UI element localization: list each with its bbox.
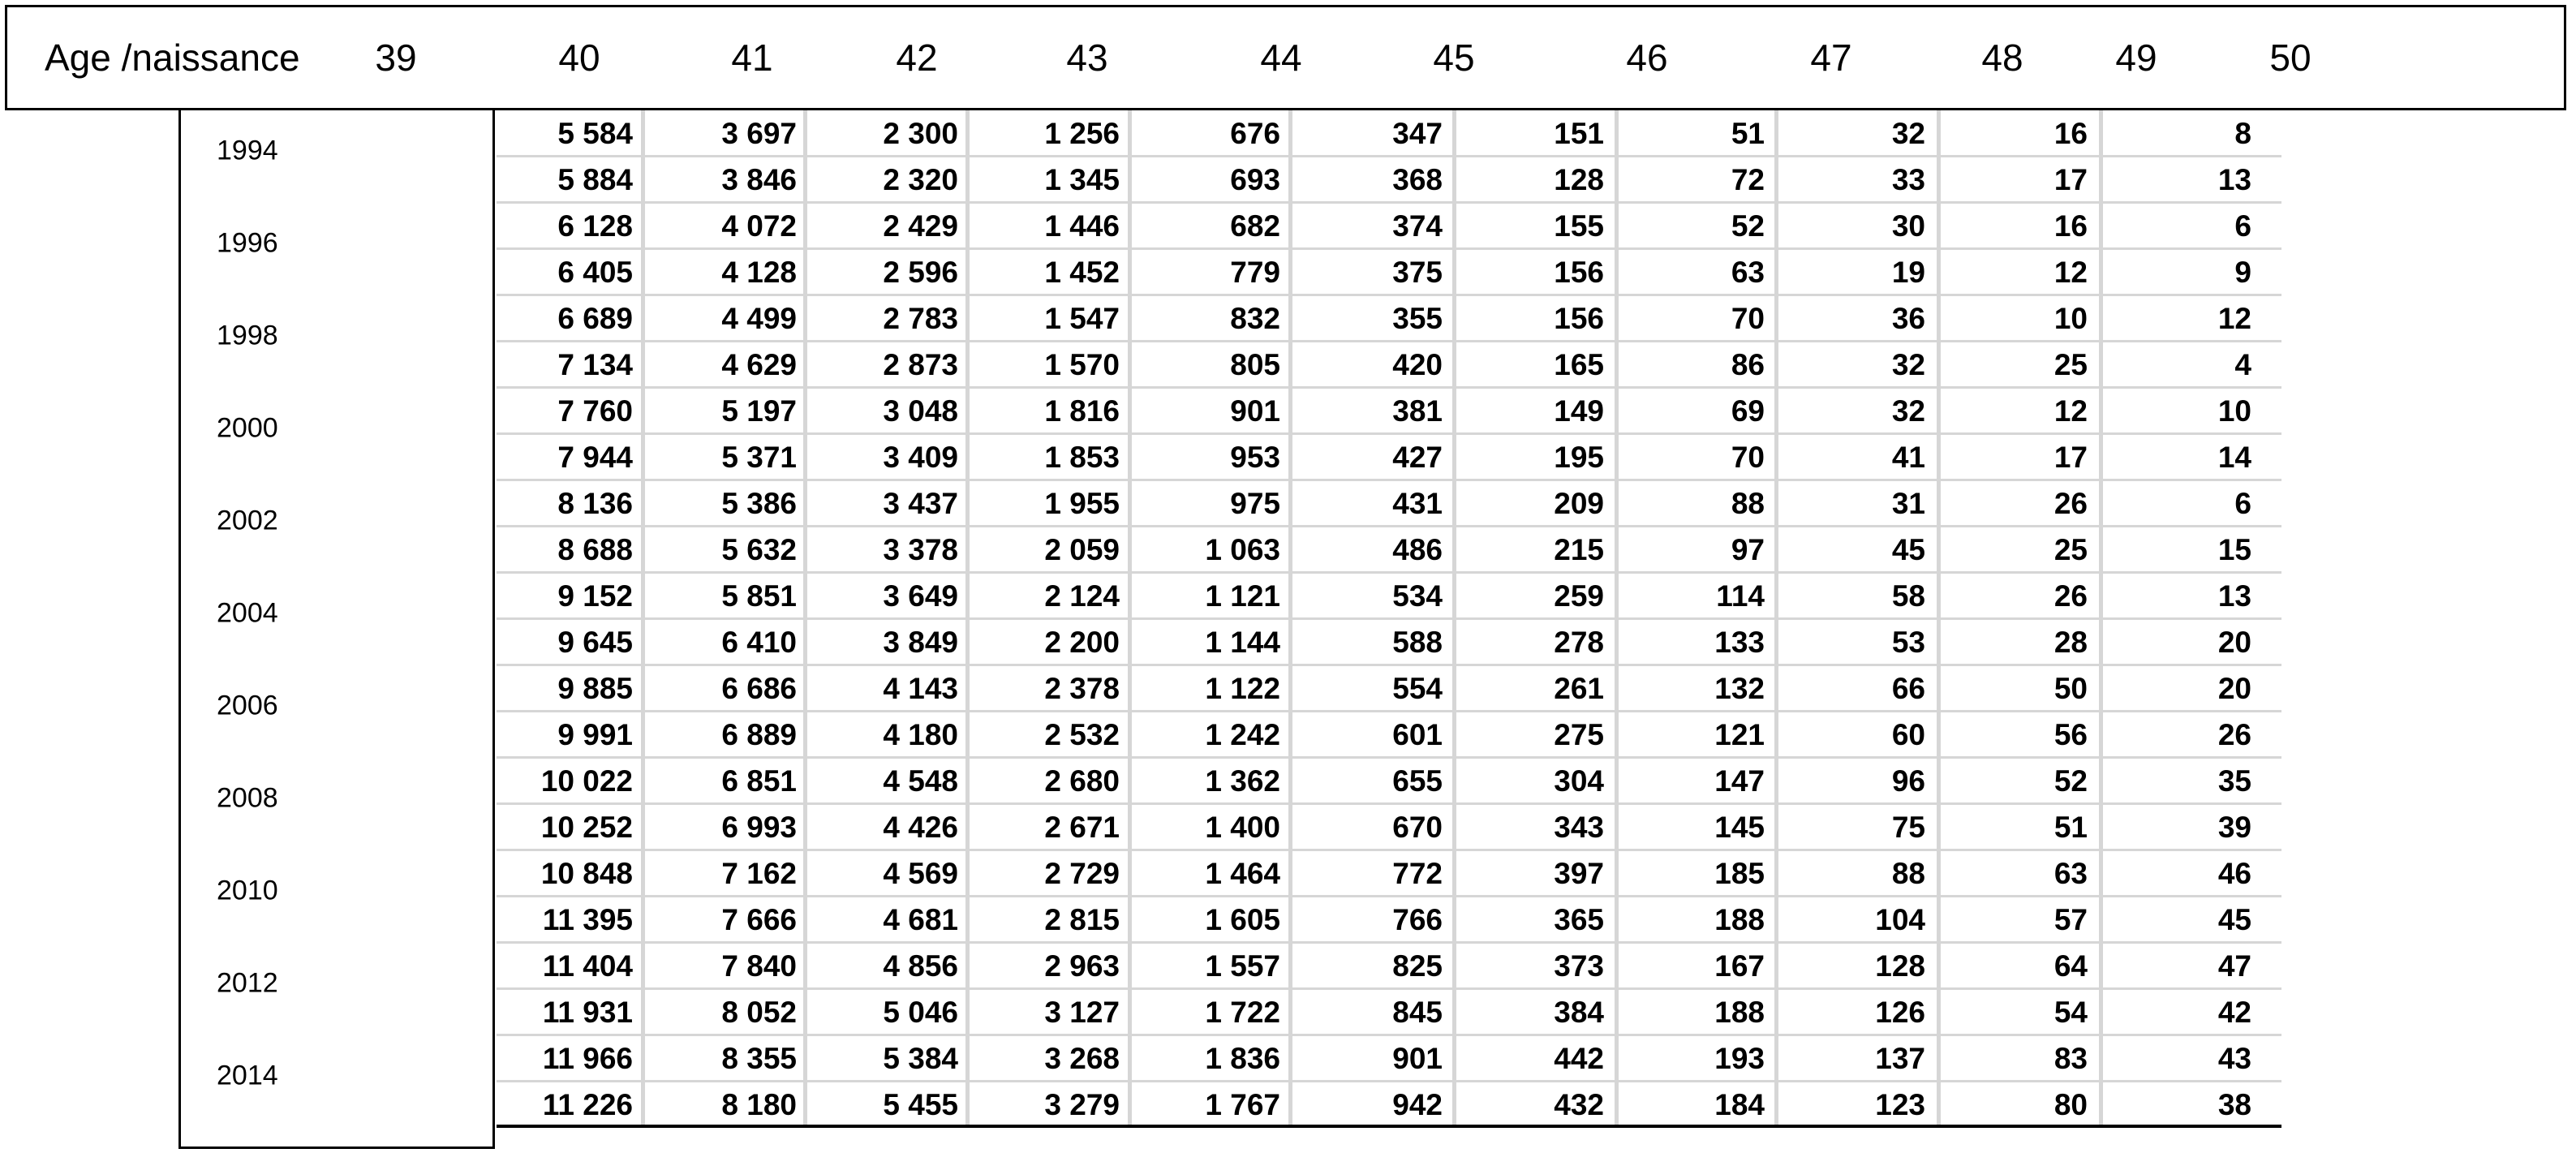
table-cell: 9 152 xyxy=(557,579,633,613)
table-cell: 368 xyxy=(1392,163,1443,196)
table-cell: 601 xyxy=(1392,718,1443,751)
table-cell: 8 136 xyxy=(557,487,633,520)
table-cell: 805 xyxy=(1230,348,1280,381)
table-cell: 772 xyxy=(1392,857,1443,890)
table-cell: 6 689 xyxy=(557,302,633,335)
table-cell: 11 931 xyxy=(542,996,633,1029)
table-row xyxy=(497,157,2281,203)
year-label-1996: 1996 xyxy=(217,227,278,259)
table-row xyxy=(497,850,2281,897)
table-cell: 63 xyxy=(1731,256,1765,289)
age-header-45: 45 xyxy=(1433,37,1475,79)
table-row xyxy=(497,434,2281,480)
table-cell: 10 022 xyxy=(540,764,633,798)
table-cell: 88 xyxy=(1891,857,1925,890)
table-cell: 1 570 xyxy=(1044,348,1120,381)
year-label-2012: 2012 xyxy=(217,967,278,999)
table-cell: 7 666 xyxy=(721,903,797,936)
table-cell: 347 xyxy=(1392,117,1443,150)
table-cell: 56 xyxy=(2053,718,2088,751)
table-cell: 12 xyxy=(2053,256,2088,289)
table-cell: 50 xyxy=(2053,672,2088,705)
table-cell: 4 681 xyxy=(883,903,958,936)
table-cell: 8 052 xyxy=(721,996,797,1029)
table-cell: 1 605 xyxy=(1205,903,1280,936)
table-cell: 6 xyxy=(2234,209,2251,243)
table-cell: 188 xyxy=(1714,903,1765,936)
table-cell: 52 xyxy=(1731,209,1765,243)
table-cell: 58 xyxy=(1891,579,1925,613)
year-label-1994: 1994 xyxy=(217,135,278,166)
table-cell: 2 963 xyxy=(1044,949,1120,983)
table-cell: 832 xyxy=(1230,302,1280,335)
table-cell: 9 xyxy=(2234,256,2251,289)
table-cell: 901 xyxy=(1230,394,1280,428)
table-cell: 12 xyxy=(2217,302,2251,335)
table-cell: 5 384 xyxy=(883,1042,958,1075)
table-cell: 6 405 xyxy=(557,256,633,289)
table-cell: 25 xyxy=(2053,348,2088,381)
table-cell: 2 783 xyxy=(883,302,958,335)
table-cell: 5 884 xyxy=(557,163,633,196)
table-cell: 2 059 xyxy=(1044,533,1120,566)
table-cell: 133 xyxy=(1714,626,1765,659)
table-cell: 2 873 xyxy=(883,348,958,381)
table-cell: 128 xyxy=(1875,949,1925,983)
table-cell: 14 xyxy=(2217,441,2251,474)
table-cell: 7 760 xyxy=(557,394,633,428)
table-cell: 26 xyxy=(2053,579,2088,613)
table-cell: 32 xyxy=(1891,117,1925,150)
table-cell: 9 645 xyxy=(557,626,633,659)
table-cell: 1 242 xyxy=(1205,718,1280,751)
table-cell: 3 409 xyxy=(883,441,958,474)
year-label-2004: 2004 xyxy=(217,597,278,629)
table-cell: 1 547 xyxy=(1044,302,1120,335)
table-cell: 942 xyxy=(1392,1088,1443,1121)
table-cell: 167 xyxy=(1714,949,1765,983)
table-cell: 4 180 xyxy=(883,718,958,751)
table-cell: 427 xyxy=(1392,441,1443,474)
table-cell: 6 686 xyxy=(721,672,797,705)
table-cell: 6 410 xyxy=(721,626,797,659)
table-cell: 12 xyxy=(2053,394,2088,428)
table-row xyxy=(497,897,2281,943)
table-cell: 38 xyxy=(2217,1088,2251,1121)
table-cell: 15 xyxy=(2217,533,2251,566)
table-cell: 2 729 xyxy=(1044,857,1120,890)
table-cell: 3 849 xyxy=(883,626,958,659)
table-cell: 5 632 xyxy=(721,533,797,566)
table-cell: 51 xyxy=(2053,811,2088,844)
table-cell: 8 xyxy=(2234,117,2251,150)
table-cell: 20 xyxy=(2217,626,2251,659)
table-cell: 6 128 xyxy=(557,209,633,243)
table-cell: 2 532 xyxy=(1044,718,1120,751)
table-cell: 46 xyxy=(2217,857,2251,890)
table-cell: 4 xyxy=(2234,348,2251,381)
table-cell: 57 xyxy=(2053,903,2088,936)
table-cell: 42 xyxy=(2217,996,2251,1029)
table-cell: 215 xyxy=(1554,533,1604,566)
age-header-41: 41 xyxy=(731,37,773,79)
table-cell: 3 649 xyxy=(883,579,958,613)
table-cell: 693 xyxy=(1230,163,1280,196)
table-row xyxy=(497,712,2281,758)
table-cell: 5 046 xyxy=(883,996,958,1029)
age-header-40: 40 xyxy=(558,37,600,79)
table-cell: 3 697 xyxy=(721,117,797,150)
table-cell: 975 xyxy=(1230,487,1280,520)
table-cell: 41 xyxy=(1891,441,1925,474)
table-cell: 6 xyxy=(2234,487,2251,520)
table-cell: 845 xyxy=(1392,996,1443,1029)
table-cell: 1 256 xyxy=(1044,117,1120,150)
table-cell: 6 851 xyxy=(721,764,797,798)
table-cell: 19 xyxy=(1891,256,1925,289)
table-cell: 63 xyxy=(2053,857,2088,890)
table-cell: 137 xyxy=(1875,1042,1925,1075)
table-cell: 373 xyxy=(1554,949,1604,983)
table-row xyxy=(497,249,2281,295)
table-cell: 53 xyxy=(1891,626,1925,659)
table-cell: 1 122 xyxy=(1205,672,1280,705)
table-cell: 2 124 xyxy=(1044,579,1120,613)
year-label-2010: 2010 xyxy=(217,875,278,906)
table-cell: 96 xyxy=(1891,764,1925,798)
table-cell: 3 127 xyxy=(1044,996,1120,1029)
table-cell: 676 xyxy=(1230,117,1280,150)
table-row xyxy=(497,388,2281,434)
table-cell: 275 xyxy=(1554,718,1604,751)
table-cell: 432 xyxy=(1554,1088,1604,1121)
table-cell: 1 557 xyxy=(1205,949,1280,983)
table-row xyxy=(497,1035,2281,1082)
table-cell: 343 xyxy=(1554,811,1604,844)
table-row xyxy=(497,665,2281,712)
table-cell: 2 671 xyxy=(1044,811,1120,844)
table-cell: 2 300 xyxy=(883,117,958,150)
table-row xyxy=(497,110,2281,157)
table-cell: 13 xyxy=(2217,163,2251,196)
table-cell: 60 xyxy=(1891,718,1925,751)
table-cell: 682 xyxy=(1230,209,1280,243)
table-cell: 156 xyxy=(1554,302,1604,335)
table-cell: 26 xyxy=(2217,718,2251,751)
table-cell: 1 446 xyxy=(1044,209,1120,243)
age-header-39: 39 xyxy=(375,37,417,79)
table-cell: 4 499 xyxy=(721,302,797,335)
year-label-2006: 2006 xyxy=(217,690,278,721)
table-cell: 1 816 xyxy=(1044,394,1120,428)
table-row xyxy=(497,804,2281,850)
table-cell: 7 944 xyxy=(557,441,633,474)
table-cell: 16 xyxy=(2053,209,2088,243)
header-title: Age /naissance xyxy=(45,37,300,79)
table-cell: 2 429 xyxy=(883,209,958,243)
table-cell: 825 xyxy=(1392,949,1443,983)
table-cell: 51 xyxy=(1731,117,1765,150)
table-cell: 43 xyxy=(2217,1042,2251,1075)
table-cell: 88 xyxy=(1731,487,1765,520)
table-cell: 126 xyxy=(1875,996,1925,1029)
table-cell: 2 320 xyxy=(883,163,958,196)
table-cell: 36 xyxy=(1891,302,1925,335)
table-row xyxy=(497,480,2281,527)
table-cell: 588 xyxy=(1392,626,1443,659)
year-label-2000: 2000 xyxy=(217,412,278,444)
table-cell: 1 767 xyxy=(1205,1088,1280,1121)
table-cell: 45 xyxy=(2217,903,2251,936)
table-cell: 2 200 xyxy=(1044,626,1120,659)
table-cell: 155 xyxy=(1554,209,1604,243)
table-cell: 195 xyxy=(1554,441,1604,474)
table-cell: 97 xyxy=(1731,533,1765,566)
table-cell: 4 128 xyxy=(721,256,797,289)
table-cell: 11 395 xyxy=(542,903,633,936)
table-cell: 5 197 xyxy=(721,394,797,428)
age-header-50: 50 xyxy=(2269,37,2312,79)
table-cell: 35 xyxy=(2217,764,2251,798)
table-cell: 188 xyxy=(1714,996,1765,1029)
table-cell: 32 xyxy=(1891,394,1925,428)
table-cell: 1 144 xyxy=(1205,626,1280,659)
table-cell: 70 xyxy=(1731,441,1765,474)
table-cell: 69 xyxy=(1731,394,1765,428)
table-cell: 10 xyxy=(2053,302,2088,335)
table-cell: 766 xyxy=(1392,903,1443,936)
table-cell: 442 xyxy=(1554,1042,1604,1075)
table-cell: 1 722 xyxy=(1205,996,1280,1029)
table-cell: 355 xyxy=(1392,302,1443,335)
table-cell: 365 xyxy=(1554,903,1604,936)
table-cell: 54 xyxy=(2053,996,2088,1029)
age-header-46: 46 xyxy=(1626,37,1668,79)
table-cell: 80 xyxy=(2053,1088,2088,1121)
table-cell: 31 xyxy=(1891,487,1925,520)
table-cell: 1 464 xyxy=(1205,857,1280,890)
table-cell: 2 680 xyxy=(1044,764,1120,798)
table-cell: 26 xyxy=(2053,487,2088,520)
table-cell: 86 xyxy=(1731,348,1765,381)
year-label-2008: 2008 xyxy=(217,782,278,814)
table-cell: 11 404 xyxy=(542,949,633,983)
table-cell: 83 xyxy=(2053,1042,2088,1075)
table-cell: 8 180 xyxy=(721,1088,797,1121)
table-cell: 381 xyxy=(1392,394,1443,428)
table-row xyxy=(497,573,2281,619)
table-cell: 1 345 xyxy=(1044,163,1120,196)
table-cell: 209 xyxy=(1554,487,1604,520)
table-cell: 10 848 xyxy=(540,857,633,890)
table-cell: 147 xyxy=(1714,764,1765,798)
table-row xyxy=(497,943,2281,989)
table-cell: 8 355 xyxy=(721,1042,797,1075)
table-row xyxy=(497,989,2281,1035)
table-cell: 3 846 xyxy=(721,163,797,196)
table-cell: 193 xyxy=(1714,1042,1765,1075)
table-cell: 16 xyxy=(2053,117,2088,150)
table-cell: 3 279 xyxy=(1044,1088,1120,1121)
table-cell: 670 xyxy=(1392,811,1443,844)
table-cell: 2 815 xyxy=(1044,903,1120,936)
table-cell: 47 xyxy=(2217,949,2251,983)
table-cell: 5 386 xyxy=(721,487,797,520)
table-cell: 554 xyxy=(1392,672,1443,705)
table-cell: 3 268 xyxy=(1044,1042,1120,1075)
table-cell: 1 121 xyxy=(1205,579,1280,613)
table-cell: 8 688 xyxy=(557,533,633,566)
table-cell: 17 xyxy=(2053,441,2088,474)
table-header xyxy=(5,5,2566,110)
table-cell: 4 569 xyxy=(883,857,958,890)
table-cell: 104 xyxy=(1875,903,1925,936)
table-cell: 165 xyxy=(1554,348,1604,381)
table-cell: 121 xyxy=(1714,718,1765,751)
age-header-47: 47 xyxy=(1810,37,1852,79)
table-cell: 185 xyxy=(1714,857,1765,890)
table-cell: 1 063 xyxy=(1205,533,1280,566)
table-cell: 2 596 xyxy=(883,256,958,289)
table-cell: 75 xyxy=(1891,811,1925,844)
table-cell: 39 xyxy=(2217,811,2251,844)
table-cell: 20 xyxy=(2217,672,2251,705)
table-cell: 123 xyxy=(1875,1088,1925,1121)
table-cell: 17 xyxy=(2053,163,2088,196)
table-cell: 1 362 xyxy=(1205,764,1280,798)
table-cell: 13 xyxy=(2217,579,2251,613)
table-row xyxy=(497,342,2281,388)
table-cell: 9 885 xyxy=(557,672,633,705)
year-label-2002: 2002 xyxy=(217,505,278,536)
table-cell: 5 455 xyxy=(883,1088,958,1121)
year-label-1998: 1998 xyxy=(217,320,278,351)
table-cell: 5 584 xyxy=(557,117,633,150)
table-cell: 7 840 xyxy=(721,949,797,983)
table-row xyxy=(497,758,2281,804)
table-cell: 4 629 xyxy=(721,348,797,381)
table-cell: 3 378 xyxy=(883,533,958,566)
table-cell: 149 xyxy=(1554,394,1604,428)
table-cell: 7 134 xyxy=(557,348,633,381)
age-header-49: 49 xyxy=(2115,37,2157,79)
table-cell: 66 xyxy=(1891,672,1925,705)
table-cell: 10 252 xyxy=(540,811,633,844)
table-cell: 901 xyxy=(1392,1042,1443,1075)
table-cell: 10 xyxy=(2217,394,2251,428)
table-row xyxy=(497,203,2281,249)
table-cell: 384 xyxy=(1554,996,1604,1029)
table-cell: 4 143 xyxy=(883,672,958,705)
table-cell: 397 xyxy=(1554,857,1604,890)
table-cell: 304 xyxy=(1554,764,1604,798)
table-cell: 52 xyxy=(2053,764,2088,798)
table-cell: 420 xyxy=(1392,348,1443,381)
birth-year-column xyxy=(178,110,495,1149)
table-cell: 128 xyxy=(1554,163,1604,196)
table-cell: 4 856 xyxy=(883,949,958,983)
table-cell: 145 xyxy=(1714,811,1765,844)
table-row xyxy=(497,527,2281,573)
table-cell: 7 162 xyxy=(721,857,797,890)
table-cell: 3 437 xyxy=(883,487,958,520)
table-cell: 132 xyxy=(1714,672,1765,705)
table-cell: 278 xyxy=(1554,626,1604,659)
table-cell: 1 955 xyxy=(1044,487,1120,520)
table-cell: 11 226 xyxy=(542,1088,633,1121)
table-cell: 114 xyxy=(1716,579,1765,613)
table-cell: 1 836 xyxy=(1205,1042,1280,1075)
table-cell: 32 xyxy=(1891,348,1925,381)
table-cell: 3 048 xyxy=(883,394,958,428)
table-cell: 25 xyxy=(2053,533,2088,566)
table-cell: 486 xyxy=(1392,533,1443,566)
table-row xyxy=(497,1082,2281,1128)
table-cell: 151 xyxy=(1554,117,1604,150)
age-header-44: 44 xyxy=(1260,37,1302,79)
age-header-43: 43 xyxy=(1066,37,1108,79)
table-cell: 953 xyxy=(1230,441,1280,474)
table-cell: 4 072 xyxy=(721,209,797,243)
table-cell: 1 452 xyxy=(1044,256,1120,289)
table-cell: 33 xyxy=(1891,163,1925,196)
table-cell: 5 371 xyxy=(721,441,797,474)
table-cell: 1 853 xyxy=(1044,441,1120,474)
age-header-48: 48 xyxy=(1981,37,2023,79)
table-cell: 70 xyxy=(1731,302,1765,335)
table-cell: 184 xyxy=(1714,1088,1765,1121)
table-cell: 64 xyxy=(2053,949,2088,983)
table-cell: 259 xyxy=(1554,579,1604,613)
table-cell: 45 xyxy=(1891,533,1925,566)
data-table xyxy=(497,110,2281,1128)
table-row xyxy=(497,295,2281,342)
table-cell: 534 xyxy=(1392,579,1443,613)
age-header-42: 42 xyxy=(896,37,938,79)
table-cell: 1 400 xyxy=(1205,811,1280,844)
table-cell: 30 xyxy=(1891,209,1925,243)
table-cell: 431 xyxy=(1392,487,1443,520)
table-cell: 374 xyxy=(1392,209,1443,243)
table-row xyxy=(497,619,2281,665)
table-cell: 9 991 xyxy=(557,718,633,751)
table-cell: 2 378 xyxy=(1044,672,1120,705)
table-cell: 5 851 xyxy=(721,579,797,613)
table-cell: 655 xyxy=(1392,764,1443,798)
table-cell: 72 xyxy=(1731,163,1765,196)
table-cell: 4 548 xyxy=(883,764,958,798)
table-cell: 261 xyxy=(1554,672,1604,705)
table-cell: 28 xyxy=(2053,626,2088,659)
table-cell: 11 966 xyxy=(542,1042,633,1075)
table-cell: 4 426 xyxy=(883,811,958,844)
table-cell: 375 xyxy=(1392,256,1443,289)
table-cell: 156 xyxy=(1554,256,1604,289)
year-label-2014: 2014 xyxy=(217,1060,278,1091)
table-cell: 779 xyxy=(1230,256,1280,289)
table-cell: 6 889 xyxy=(721,718,797,751)
table-cell: 6 993 xyxy=(721,811,797,844)
